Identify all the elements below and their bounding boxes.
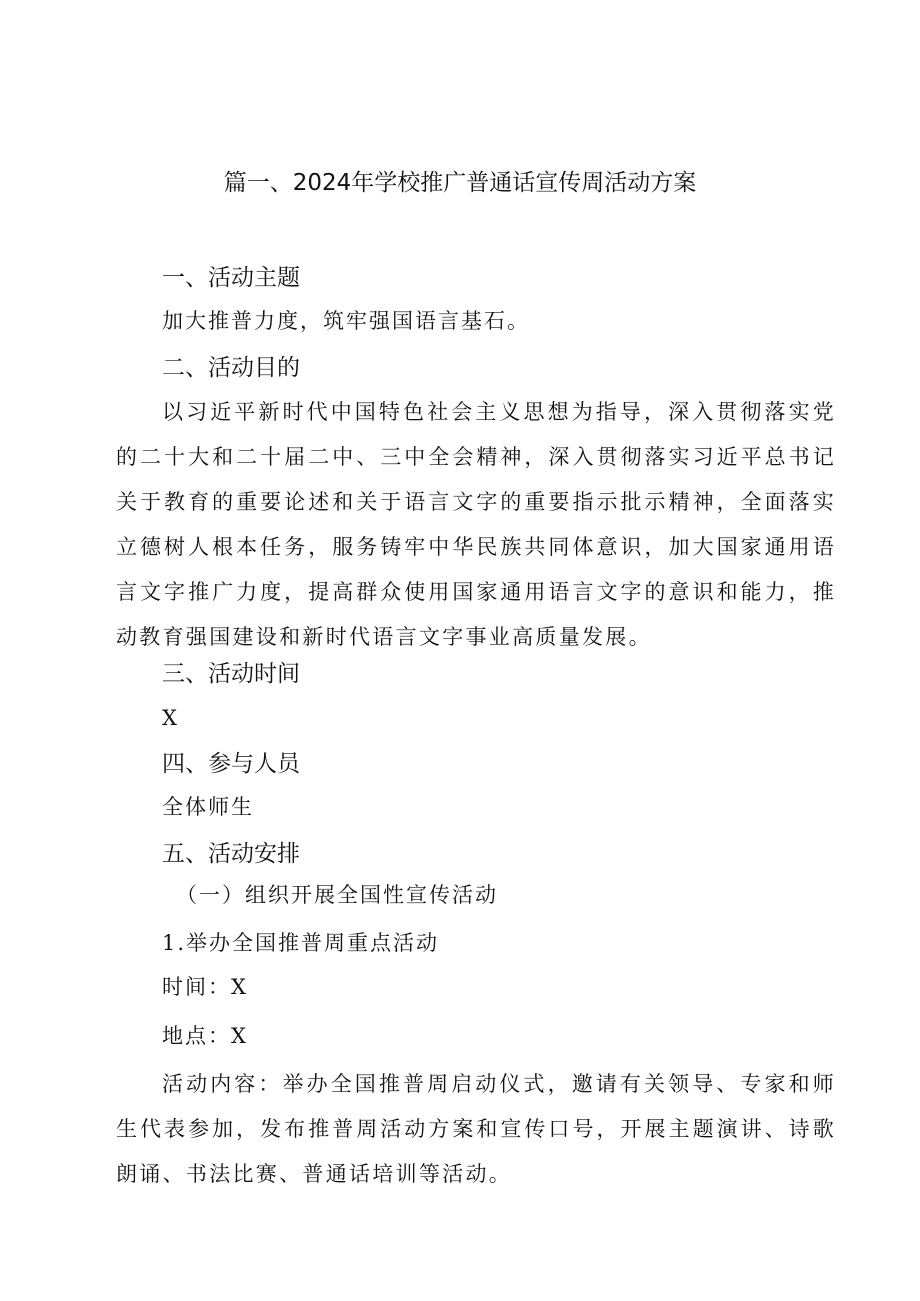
arrangement-subheading: （一）组织开展全国性宣传活动 xyxy=(176,883,498,907)
section-heading-participants: 四、参与人员 xyxy=(162,751,300,777)
arrangement-location: 地点：X xyxy=(162,1024,248,1048)
document-title: 篇一、2024年学校推广普通话宣传周活动方案 xyxy=(223,170,697,196)
section-body-purpose: 以习近平新时代中国特色社会主义思想为指导，深入贯彻落实党的二十大和二十届二中、三中全会精神，深入贯彻落实习近平总书记关于教育的重要论述和关于语言文字的重要指示批示精神，全面落实立德树人根本任务，服务铸牢中华民族共同体意识，加大国家通用语言文字推广力度，提高群众使用国家通用语言文字的意识和能力，推动教育强国建设和新时代语言文字事业高质量发展。 xyxy=(116,400,836,649)
arrangement-item-title: 1.举办全国推普周重点活动 xyxy=(162,931,440,955)
arrangement-time: 时间：X xyxy=(162,975,248,999)
section-heading-purpose: 二、活动目的 xyxy=(162,355,300,381)
section-heading-time: 三、活动时间 xyxy=(162,661,300,687)
section-body-time: X xyxy=(162,706,179,730)
section-heading-arrangement: 五、活动安排 xyxy=(162,841,300,867)
section-body-theme: 加大推普力度，筑牢强国语言基石。 xyxy=(162,309,530,333)
arrangement-content: 活动内容：举办全国推普周启动仪式，邀请有关领导、专家和师生代表参加，发布推普周活动方案和宣传口号，开展主题演讲、诗歌朗诵、书法比赛、普通话培训等活动。 xyxy=(116,1072,836,1186)
section-body-participants: 全体师生 xyxy=(162,795,254,819)
section-heading-theme: 一、活动主题 xyxy=(162,265,300,291)
